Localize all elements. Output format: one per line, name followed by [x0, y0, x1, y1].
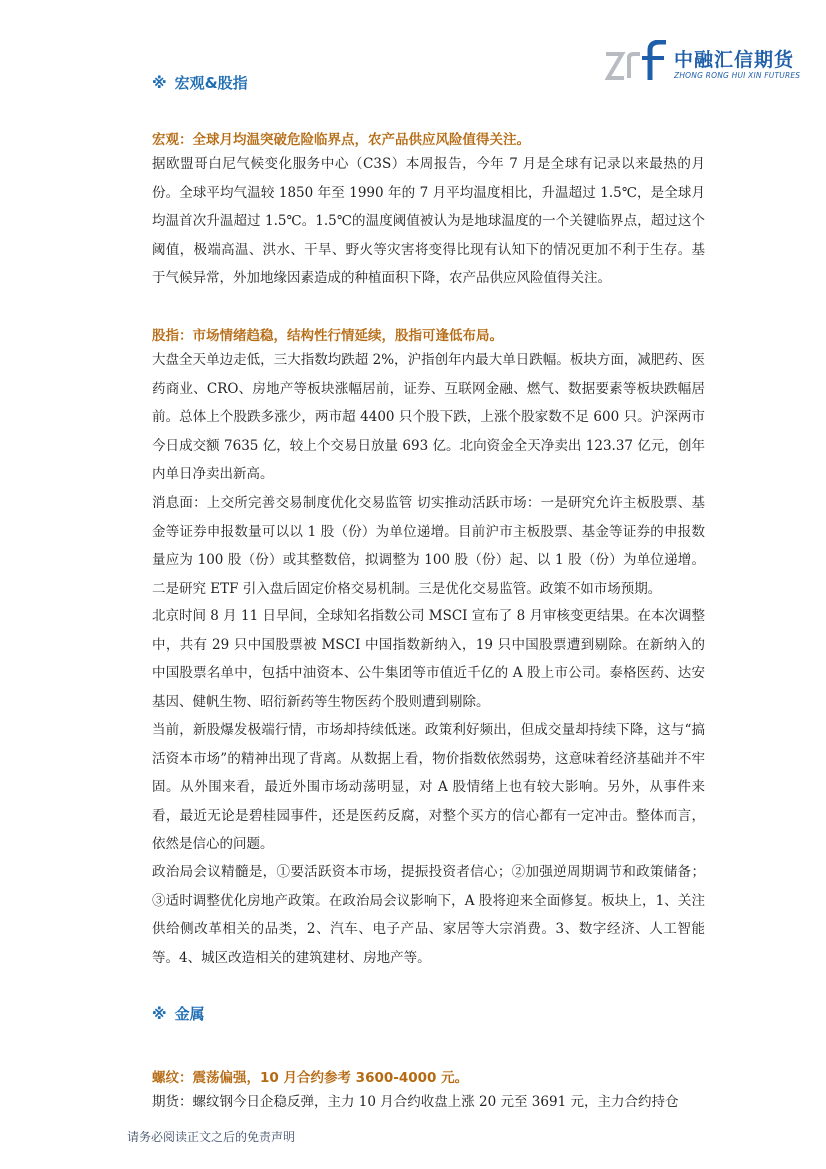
section-marker: ※ — [152, 74, 167, 92]
index-paragraph-2: 消息面：上交所完善交易制度优化交易监管 切实推动活跃市场：一是研究允许主板股票、基金等证券申报数量可以以 1 股（份）为单位递增。目前沪市主板股票、基金等证券的申报数量应为 100 股（份）或其整数倍，拟调整为 100 股（份）起、以 1 股（份）为单位递增。二是研究 ETF 引入盘后固定价格交易机制。三是优化交易监管。政策不如市场预期。 — [152, 495, 705, 597]
index-paragraph-1: 大盘全天单边走低，三大指数均跌超 2%，沪指创年内最大单日跌幅。板块方面，减肥药、医药商业、CRO、房地产等板块涨幅居前，证券、互联网金融、燃气、数据要素等板块跌幅居前。总体上个股跌多涨少，两市超 4400 只个股下跌，上涨个股家数不足 600 只。沪深两市今日成交额 7635 亿，较上个交易日放量 693 亿。北向资金全天净卖出 123.37 亿元，创年内单日净卖出新高。 — [152, 352, 705, 482]
index-paragraph-3: 北京时间 8 月 11 日早间，全球知名指数公司 MSCI 宣布了 8 月审核变更结果。在本次调整中，共有 29 只中国股票被 MSCI 中国指数新纳入，19 只中国股票遭到剔除。在新纳入的中国股票名单中，包括中油资本、公牛集团等市值近千亿的 A 股上市公司。泰格医药、达安基因、健帆生物、昭衍新药等生物医药个股则遭到剔除。 — [152, 608, 705, 710]
section-title-text: 宏观&股指 — [174, 74, 248, 92]
index-heading: 股指：市场情绪趋稳，结构性行情延续，股指可逢低布局。 — [152, 328, 503, 344]
section-marker: ※ — [152, 1005, 167, 1023]
index-paragraph-5: 政治局会议精髓是，①要活跃资本市场，提振投资者信心；②加强逆周期调节和政策储备；③适时调整优化房地产政策。在政治局会议影响下，A 股将迎来全面修复。板块上，1、关注供给侧改革相关的品类，2、汽车、电子产品、家居等大宗消费。3、数字经济、人工智能等。4、城区改造相关的建筑建材、房地产等。 — [152, 864, 705, 966]
section-title-metal — [152, 1003, 205, 1024]
rebar-heading: 螺纹：震荡偏强，10 月合约参考 3600-4000 元。 — [152, 1070, 469, 1086]
section-title-text: 金属 — [174, 1005, 205, 1023]
logo-english-name: ZHONG RONG HUI XIN FUTURES — [674, 71, 801, 80]
index-paragraph-4: 当前，新股爆发极端行情，市场却持续低迷。政策利好频出，但成交量却持续下降，这与“搞活资本市场”的精神出现了背离。从数据上看，物价指数依然弱势，这意味着经济基础并不牢固。从外围来看，最近外围市场动荡明显，对 A 股情绪上也有较大影响。另外，从事件来看，最近无论是碧桂园事件，还是医药反腐，对整个买方的信心都有一定冲击。整体而言，依然是信心的问题。 — [152, 722, 705, 852]
logo-chinese-name: 中融汇信期货 — [674, 49, 795, 71]
rebar-paragraph-1: 期货：螺纹钢今日企稳反弹，主力 10 月合约收盘上涨 20 元至 3691 元，主力合约持仓 — [152, 1094, 679, 1110]
macro-heading: 宏观：全球月均温突破危险临界点，农产品供应风险值得关注。 — [152, 132, 530, 148]
section-title-macro — [152, 72, 248, 93]
company-logo — [604, 40, 801, 88]
footer-disclaimer: 请务必阅读正文之后的免责声明 — [127, 1130, 296, 1144]
macro-paragraph-text: 据欧盟哥白尼气候变化服务中心（C3S）本周报告，今年 7 月是全球有记录以来最热的月份。全球平均气温较 1850 年至 1990 年的 7 月平均温度相比，升温超过 1.5℃，是全球月均温首次升温超过 1.5℃。1.5℃的温度阈值被认为是地球温度的一个关键临界点，超过这个阈值，极端高温、洪水、干旱、野火等灾害将变得比现有认知下的情况更加不利于生存。基于气候异常，外加地缘因素造成的种植面积下降，农产品供应风险值得关注。 — [152, 156, 705, 286]
macro-paragraph — [152, 150, 705, 293]
zrf-logo-icon — [604, 40, 670, 84]
